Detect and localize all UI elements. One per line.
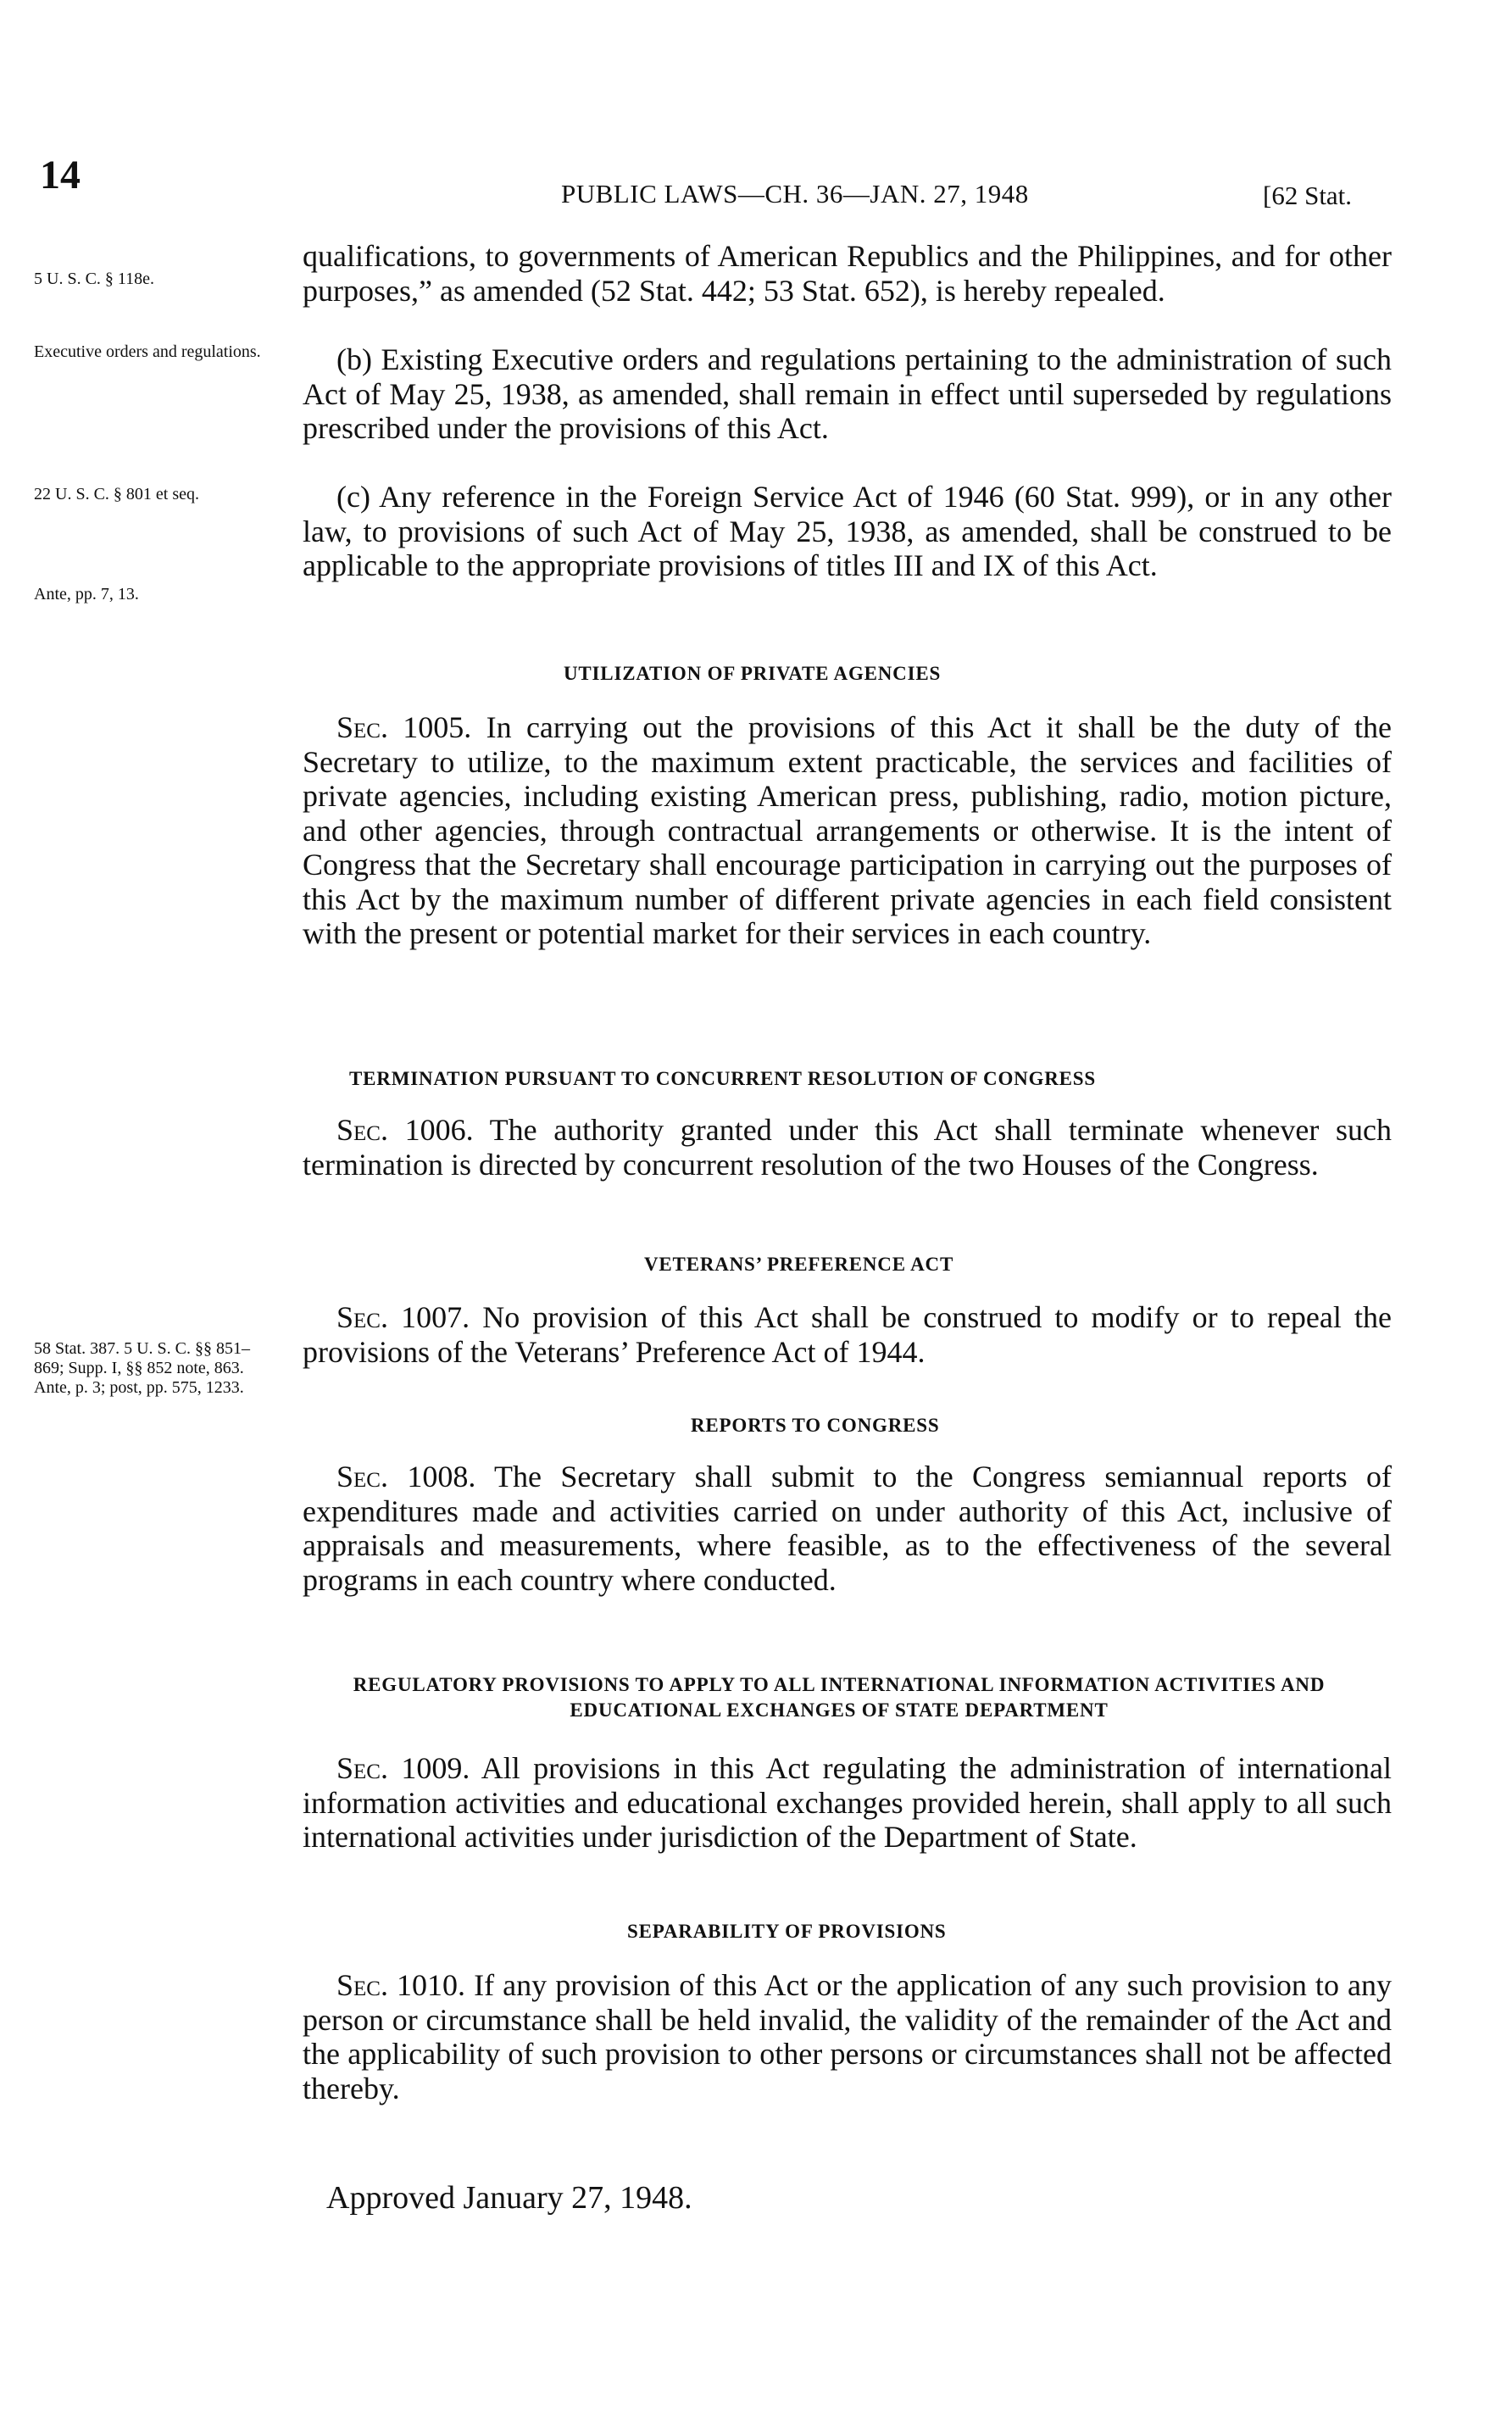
page-number: 14 — [40, 153, 81, 197]
section-number: Sec. 1010. — [336, 1968, 466, 2002]
section-number: Sec. 1007. — [336, 1300, 470, 1334]
section-1008-paragraph: Sec. 1008. The Secretary shall submit to the Congress semiannual reports of expenditures made and activities carried on under authority of this Act, inclusive of appraisals and measurements, where feasible, as to the effectiveness of the several programs in each country where conducted. — [303, 1460, 1392, 1597]
section-1005-paragraph: Sec. 1005. In carrying out the provisions of this Act it shall be the duty of the Secretary to utilize, to the maximum extent practicable, the services and facilities of private agencies, including existing American press, publishing, radio, motion picture, and other agencies, through contractual arrangements or otherwise. It is the intent of Congress that the Secretary shall encourage participation in carrying out the purposes of this Act by the maximum number of different private agencies in each field consistent with the present or potential market for their services in each country. — [303, 710, 1392, 950]
paragraph-b: (b) Existing Executive orders and regulations pertaining to the administration of such Act of May 25, 1938, as amended, shall remain in effect until superseded by regulations prescribed under the provisions of this Act. — [303, 342, 1392, 445]
margin-note-usc-801: 22 U. S. C. § 801 et seq. — [34, 485, 199, 503]
margin-note-executive-orders: Executive orders and regulations. — [34, 342, 261, 361]
section-heading-reports: REPORTS TO CONGRESS — [691, 1415, 940, 1436]
section-number: Sec. 1008. — [336, 1460, 476, 1493]
section-1006-paragraph: Sec. 1006. The authority granted under this Act shall terminate whenever such termination is directed by concurrent resolution of the two Houses of the Congress. — [303, 1113, 1392, 1182]
paragraph-continuation: qualifications, to governments of American Republics and the Philippines, and for other purposes,” as amended (52 Stat. 442; 53 Stat. 652), is hereby repealed. — [303, 239, 1392, 308]
margin-note-58-stat: 58 Stat. 387. 5 U. S. C. §§ 851–869; Supp. I, §§ 852 note, 863. Ante, p. 3; post, pp. 575, 1233. — [34, 1339, 251, 1397]
section-heading-termination: TERMINATION PURSUANT TO CONCURRENT RESOLUTION OF CONGRESS — [349, 1068, 1096, 1089]
volume-reference: [62 Stat. — [1263, 181, 1353, 210]
section-number: Sec. 1009. — [336, 1751, 470, 1785]
running-title: PUBLIC LAWS—CH. 36—JAN. 27, 1948 — [561, 179, 1029, 209]
section-heading-veterans: VETERANS’ PREFERENCE ACT — [644, 1254, 954, 1275]
margin-note-ante: Ante, pp. 7, 13. — [34, 585, 139, 604]
section-1010-paragraph: Sec. 1010. If any provision of this Act or the application of any such provision to any person or circumstance shall be held invalid, the validity of the remainder of the Act and the applicability of such provision to other persons or circumstances shall not be affected thereby. — [303, 1968, 1392, 2105]
section-heading-separability: SEPARABILITY OF PROVISIONS — [627, 1921, 947, 1942]
margin-note-usc-118e: 5 U. S. C. § 118e. — [34, 270, 155, 288]
section-1009-paragraph: Sec. 1009. All provisions in this Act regulating the administration of international information activities and educational exchanges provided herein, shall apply to all such international activities under jurisdiction of the Department of State. — [303, 1751, 1392, 1854]
section-heading-regulatory: REGULATORY PROVISIONS TO APPLY TO ALL INTERNATIONAL INFORMATION ACTIVITIES AND EDUCATIONAL EXCHANGES OF STATE DEPARTMENT — [353, 1674, 1326, 1721]
section-number: Sec. 1005. — [336, 710, 472, 744]
section-heading-utilization: UTILIZATION OF PRIVATE AGENCIES — [564, 663, 942, 684]
section-1007-paragraph: Sec. 1007. No provision of this Act shall be construed to modify or to repeal the provisions of the Veterans’ Preference Act of 1944. — [303, 1300, 1392, 1369]
section-number: Sec. 1006. — [336, 1113, 474, 1147]
paragraph-c: (c) Any reference in the Foreign Service Act of 1946 (60 Stat. 999), or in any other law, to provisions of such Act of May 25, 1938, as amended, shall be construed to be applicable to the appropriate provisions of titles III and IX of this Act. — [303, 480, 1392, 582]
approval-date: Approved January 27, 1948. — [326, 2180, 692, 2216]
